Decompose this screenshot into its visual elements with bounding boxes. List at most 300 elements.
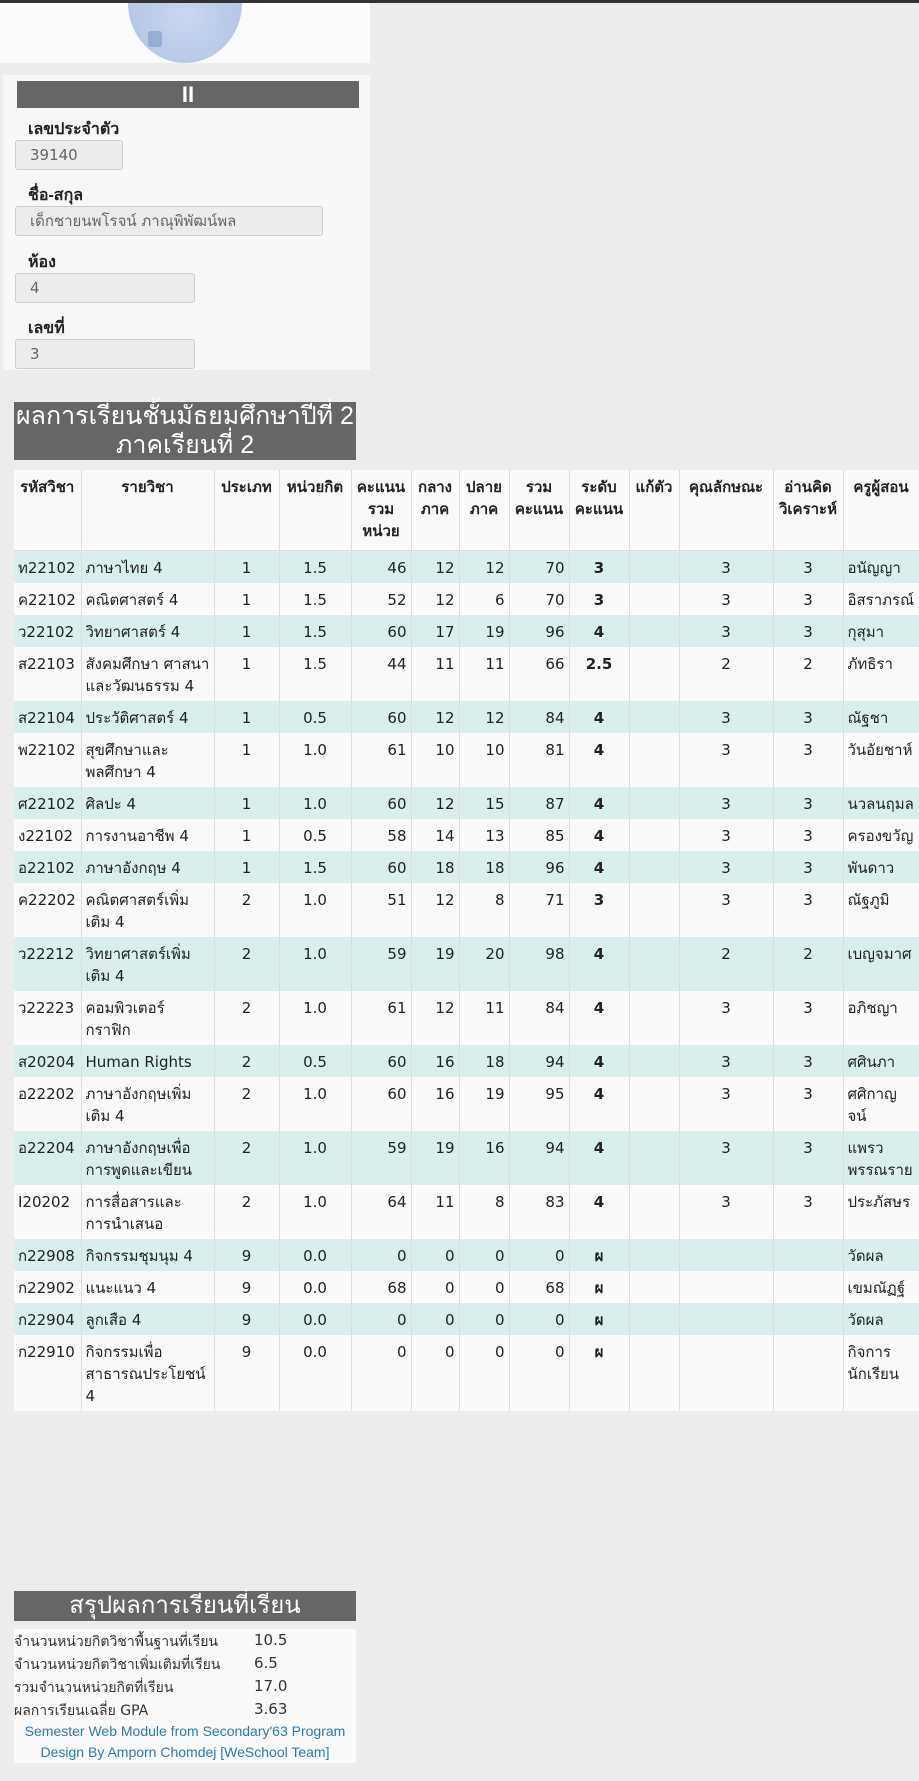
cell-character: 3 [679, 819, 773, 851]
cell-teacher: ภัทธิรา [843, 647, 919, 701]
cell-subject: ภาษาไทย 4 [81, 550, 214, 583]
col-reading: อ่านคิดวิเคราะห์ [773, 470, 843, 550]
cell-teacher: ครองขวัญ [843, 819, 919, 851]
cell-midterm: 0 [411, 1303, 459, 1335]
cell-midterm: 0 [411, 1239, 459, 1271]
cell-type: 9 [214, 1271, 279, 1303]
cell-grade: 4 [569, 787, 629, 819]
extra-credits-label: จำนวนหน่วยกิตวิชาเพิ่มเติมที่เรียน [14, 1657, 221, 1673]
cell-subject: แนะแนว 4 [81, 1271, 214, 1303]
cell-final: 8 [459, 1185, 509, 1239]
cell-final: 10 [459, 733, 509, 787]
cell-unit-score: 44 [351, 647, 411, 701]
cell-total: 85 [509, 819, 569, 851]
cell-type: 9 [214, 1335, 279, 1411]
number-field[interactable]: 3 [15, 339, 195, 369]
cell-total: 0 [509, 1239, 569, 1271]
cell-teacher: นวลนฤมล [843, 787, 919, 819]
cell-total: 71 [509, 883, 569, 937]
grades-header-row [14, 470, 919, 550]
col-fix: แก้ตัว [629, 470, 679, 550]
student-id-field[interactable]: 39140 [15, 140, 123, 170]
cell-code: ว22102 [14, 615, 81, 647]
cell-credit: 0.0 [279, 1303, 351, 1335]
table-row [14, 701, 919, 733]
cell-grade: 4 [569, 1045, 629, 1077]
cell-subject: ภาษาอังกฤษเพิ่มเติม 4 [81, 1077, 214, 1131]
table-row [14, 1239, 919, 1271]
cell-character [679, 1303, 773, 1335]
cell-midterm: 14 [411, 819, 459, 851]
cell-character: 3 [679, 1185, 773, 1239]
cell-code: I20202 [14, 1185, 81, 1239]
cell-character: 3 [679, 615, 773, 647]
cell-unit-score: 60 [351, 615, 411, 647]
grades-body [14, 550, 919, 1411]
cell-midterm: 12 [411, 883, 459, 937]
cell-subject: การสื่อสารและการนำเสนอ [81, 1185, 214, 1239]
cell-fix [629, 1045, 679, 1077]
cell-reading [773, 1303, 843, 1335]
room-field[interactable]: 4 [15, 273, 195, 303]
cell-reading [773, 1239, 843, 1271]
school-logo-icon [148, 31, 162, 47]
cell-reading: 2 [773, 647, 843, 701]
cell-total: 70 [509, 583, 569, 615]
cell-reading: 3 [773, 991, 843, 1045]
cell-grade: 4 [569, 733, 629, 787]
cell-fix [629, 733, 679, 787]
cell-final: 0 [459, 1271, 509, 1303]
total-credits-label: รวมจำนวนหน่วยกิตที่เรียน [14, 1680, 174, 1696]
cell-type: 2 [214, 991, 279, 1045]
cell-type: 1 [214, 787, 279, 819]
cell-total: 70 [509, 550, 569, 583]
cell-fix [629, 819, 679, 851]
cell-fix [629, 1271, 679, 1303]
cell-midterm: 0 [411, 1271, 459, 1303]
cell-type: 1 [214, 701, 279, 733]
cell-credit: 1.0 [279, 937, 351, 991]
basic-credits-value: 10.5 [254, 1631, 288, 1649]
cell-midterm: 18 [411, 851, 459, 883]
table-row [14, 937, 919, 991]
cell-type: 9 [214, 1303, 279, 1335]
cell-code: ค22102 [14, 583, 81, 615]
cell-character: 3 [679, 733, 773, 787]
cell-final: 11 [459, 647, 509, 701]
number-label: เลขที่ [28, 320, 65, 337]
cell-total: 95 [509, 1077, 569, 1131]
cell-credit: 0.5 [279, 701, 351, 733]
cell-teacher: กุสุมา [843, 615, 919, 647]
cell-code: พ22102 [14, 733, 81, 787]
footer-design-link[interactable]: Design By Amporn Chomdej [WeSchool Team] [40, 1744, 330, 1760]
table-row [14, 991, 919, 1045]
summary-card [14, 1629, 356, 1763]
cell-teacher: วัดผล [843, 1303, 919, 1335]
cell-final: 12 [459, 701, 509, 733]
cell-final: 12 [459, 550, 509, 583]
cell-reading: 3 [773, 787, 843, 819]
cell-teacher: เขมณัฏฐ์ [843, 1271, 919, 1303]
cell-fix [629, 1185, 679, 1239]
cell-code: อ22204 [14, 1131, 81, 1185]
cell-fix [629, 1303, 679, 1335]
cell-type: 2 [214, 1185, 279, 1239]
cell-unit-score: 0 [351, 1239, 411, 1271]
cell-fix [629, 647, 679, 701]
cell-grade: 3 [569, 583, 629, 615]
cell-grade: 3 [569, 883, 629, 937]
cell-unit-score: 60 [351, 1077, 411, 1131]
cell-fix [629, 1077, 679, 1131]
cell-fix [629, 701, 679, 733]
cell-reading: 2 [773, 937, 843, 991]
cell-character [679, 1271, 773, 1303]
cell-total: 68 [509, 1271, 569, 1303]
student-info-card [3, 75, 370, 370]
table-row [14, 1131, 919, 1185]
cell-midterm: 19 [411, 937, 459, 991]
col-credit: หน่วยกิต [279, 470, 351, 550]
cell-character: 3 [679, 1045, 773, 1077]
cell-code: ศ22102 [14, 787, 81, 819]
table-row [14, 883, 919, 937]
cell-fix [629, 851, 679, 883]
gpa-label: ผลการเรียนเฉลี่ย GPA [14, 1703, 149, 1719]
table-row [14, 787, 919, 819]
table-row [14, 1045, 919, 1077]
student-name-field[interactable]: เด็กชายนพโรจน์ ภาณุพิพัฒน์พล [15, 206, 323, 236]
cell-midterm: 12 [411, 991, 459, 1045]
cell-credit: 1.0 [279, 991, 351, 1045]
table-row [14, 1185, 919, 1239]
cell-type: 2 [214, 1131, 279, 1185]
cell-unit-score: 61 [351, 733, 411, 787]
cell-fix [629, 615, 679, 647]
cell-final: 19 [459, 615, 509, 647]
cell-code: ส22103 [14, 647, 81, 701]
cell-subject: กิจกรรมเพื่อสาธารณประโยชน์ 4 [81, 1335, 214, 1411]
table-row [14, 583, 919, 615]
cell-grade: ผ [569, 1239, 629, 1271]
cell-subject: กิจกรรมชุมนุม 4 [81, 1239, 214, 1271]
table-row [14, 851, 919, 883]
cell-character: 3 [679, 1077, 773, 1131]
cell-credit: 1.0 [279, 733, 351, 787]
cell-credit: 0.0 [279, 1271, 351, 1303]
cell-teacher: อนัญญา [843, 550, 919, 583]
cell-unit-score: 68 [351, 1271, 411, 1303]
cell-subject: ศิลปะ 4 [81, 787, 214, 819]
col-final: ปลายภาค [459, 470, 509, 550]
cell-subject: ภาษาอังกฤษเพื่อการพูดและเขียน [81, 1131, 214, 1185]
cell-character: 2 [679, 647, 773, 701]
cell-total: 94 [509, 1131, 569, 1185]
cell-midterm: 17 [411, 615, 459, 647]
cell-character: 3 [679, 787, 773, 819]
cell-teacher: เบญจมาศ [843, 937, 919, 991]
cell-reading [773, 1271, 843, 1303]
cell-final: 0 [459, 1335, 509, 1411]
cell-midterm: 12 [411, 550, 459, 583]
cell-code: ส22104 [14, 701, 81, 733]
cell-character: 3 [679, 991, 773, 1045]
cell-midterm: 19 [411, 1131, 459, 1185]
cell-midterm: 12 [411, 701, 459, 733]
cell-reading: 3 [773, 1045, 843, 1077]
cell-type: 1 [214, 851, 279, 883]
cell-reading: 3 [773, 550, 843, 583]
cell-total: 81 [509, 733, 569, 787]
cell-character: 3 [679, 883, 773, 937]
cell-final: 11 [459, 991, 509, 1045]
cell-code: ก22908 [14, 1239, 81, 1271]
cell-fix [629, 937, 679, 991]
cell-reading: 3 [773, 1131, 843, 1185]
cell-code: อ22102 [14, 851, 81, 883]
cell-teacher: วันอัยชาห์ [843, 733, 919, 787]
cell-reading [773, 1335, 843, 1411]
cell-fix [629, 1335, 679, 1411]
cell-unit-score: 60 [351, 787, 411, 819]
cell-grade: 2.5 [569, 647, 629, 701]
cell-type: 1 [214, 733, 279, 787]
cell-final: 20 [459, 937, 509, 991]
table-row [14, 647, 919, 701]
cell-subject: คณิตศาสตร์ 4 [81, 583, 214, 615]
cell-subject: คณิตศาสตร์เพิ่มเติม 4 [81, 883, 214, 937]
student-name-label: ชื่อ-สกุล [28, 187, 84, 204]
col-teacher: ครูผู้สอน [843, 470, 919, 550]
basic-credits-label: จำนวนหน่วยกิตวิชาพื้นฐานที่เรียน [14, 1634, 218, 1650]
cell-subject: วิทยาศาสตร์เพิ่มเติม 4 [81, 937, 214, 991]
cell-type: 1 [214, 583, 279, 615]
cell-subject: การงานอาชีพ 4 [81, 819, 214, 851]
cell-total: 84 [509, 701, 569, 733]
table-row [14, 1271, 919, 1303]
cell-credit: 1.5 [279, 851, 351, 883]
cell-character: 3 [679, 851, 773, 883]
table-row [14, 615, 919, 647]
col-code: รหัสวิชา [14, 470, 81, 550]
cell-type: 2 [214, 1045, 279, 1077]
grades-title: ผลการเรียนชั้นมัธยมศึกษาปีที่ 2 ภาคเรียนที่ 2 [14, 402, 356, 460]
cell-midterm: 12 [411, 787, 459, 819]
summary-title: สรุปผลการเรียนที่เรียน [14, 1591, 356, 1621]
cell-grade: 4 [569, 1131, 629, 1185]
cell-subject: ภาษาอังกฤษ 4 [81, 851, 214, 883]
cell-character [679, 1335, 773, 1411]
cell-midterm: 11 [411, 1185, 459, 1239]
cell-grade: 4 [569, 1185, 629, 1239]
cell-reading: 3 [773, 733, 843, 787]
cell-type: 2 [214, 937, 279, 991]
cell-midterm: 0 [411, 1335, 459, 1411]
col-character: คุณลักษณะ [679, 470, 773, 550]
cell-character: 3 [679, 701, 773, 733]
cell-unit-score: 52 [351, 583, 411, 615]
cell-grade: 4 [569, 1077, 629, 1131]
student-id-label: เลขประจำตัว [28, 121, 120, 138]
cell-reading: 3 [773, 1077, 843, 1131]
cell-credit: 1.0 [279, 1185, 351, 1239]
cell-unit-score: 0 [351, 1303, 411, 1335]
cell-type: 2 [214, 883, 279, 937]
cell-subject: วิทยาศาสตร์ 4 [81, 615, 214, 647]
cell-subject: สังคมศึกษา ศาสนาและวัฒนธรรม 4 [81, 647, 214, 701]
cell-unit-score: 59 [351, 1131, 411, 1185]
cell-final: 6 [459, 583, 509, 615]
cell-final: 15 [459, 787, 509, 819]
cell-character [679, 1239, 773, 1271]
table-row [14, 1077, 919, 1131]
cell-code: ว22212 [14, 937, 81, 991]
table-row [14, 1335, 919, 1411]
cell-type: 1 [214, 615, 279, 647]
cell-total: 96 [509, 615, 569, 647]
cell-teacher: ณัฐชา [843, 701, 919, 733]
cell-credit: 0.5 [279, 1045, 351, 1077]
table-row [14, 819, 919, 851]
cell-fix [629, 550, 679, 583]
cell-fix [629, 583, 679, 615]
cell-credit: 1.5 [279, 647, 351, 701]
cell-reading: 3 [773, 819, 843, 851]
cell-teacher: กิจการนักเรียน [843, 1335, 919, 1411]
cell-unit-score: 51 [351, 883, 411, 937]
cell-reading: 3 [773, 701, 843, 733]
cell-type: 1 [214, 647, 279, 701]
cell-unit-score: 61 [351, 991, 411, 1045]
cell-unit-score: 0 [351, 1335, 411, 1411]
cell-credit: 0.0 [279, 1335, 351, 1411]
room-label: ห้อง [28, 254, 56, 271]
cell-subject: Human Rights [81, 1045, 214, 1077]
cell-unit-score: 64 [351, 1185, 411, 1239]
table-row [14, 1303, 919, 1335]
cell-grade: 4 [569, 991, 629, 1045]
table-row [14, 733, 919, 787]
cell-unit-score: 59 [351, 937, 411, 991]
cell-total: 94 [509, 1045, 569, 1077]
cell-final: 18 [459, 851, 509, 883]
cell-total: 87 [509, 787, 569, 819]
info-header: II [17, 81, 359, 108]
cell-character: 3 [679, 550, 773, 583]
cell-grade: 4 [569, 819, 629, 851]
table-row [14, 550, 919, 583]
col-subject: รายวิชา [81, 470, 214, 550]
cell-grade: ผ [569, 1335, 629, 1411]
cell-midterm: 12 [411, 583, 459, 615]
cell-code: ว22223 [14, 991, 81, 1045]
total-credits-value: 17.0 [254, 1677, 288, 1695]
cell-unit-score: 60 [351, 701, 411, 733]
cell-final: 0 [459, 1239, 509, 1271]
cell-subject: คอมพิวเตอร์กราฟิก [81, 991, 214, 1045]
col-grade: ระดับคะแนน [569, 470, 629, 550]
cell-final: 8 [459, 883, 509, 937]
cell-code: ง22102 [14, 819, 81, 851]
cell-credit: 1.0 [279, 883, 351, 937]
cell-type: 1 [214, 819, 279, 851]
cell-total: 98 [509, 937, 569, 991]
cell-final: 18 [459, 1045, 509, 1077]
cell-code: ก22910 [14, 1335, 81, 1411]
cell-total: 0 [509, 1335, 569, 1411]
cell-teacher: แพรวพรรณราย [843, 1131, 919, 1185]
cell-subject: ประวัติศาสตร์ 4 [81, 701, 214, 733]
cell-code: ส20204 [14, 1045, 81, 1077]
cell-code: ก22902 [14, 1271, 81, 1303]
col-type: ประเภท [214, 470, 279, 550]
cell-type: 9 [214, 1239, 279, 1271]
cell-grade: ผ [569, 1271, 629, 1303]
cell-fix [629, 787, 679, 819]
cell-fix [629, 883, 679, 937]
extra-credits-value: 6.5 [254, 1654, 278, 1672]
cell-teacher: ศศิกาญจน์ [843, 1077, 919, 1131]
gpa-value: 3.63 [254, 1700, 288, 1718]
cell-type: 2 [214, 1077, 279, 1131]
grades-table [14, 470, 919, 1411]
cell-credit: 0.5 [279, 819, 351, 851]
cell-total: 66 [509, 647, 569, 701]
cell-type: 1 [214, 550, 279, 583]
cell-teacher: ประภัสษร [843, 1185, 919, 1239]
col-midterm: กลางภาค [411, 470, 459, 550]
cell-total: 96 [509, 851, 569, 883]
cell-teacher: อิสราภรณ์ [843, 583, 919, 615]
cell-fix [629, 991, 679, 1045]
cell-total: 83 [509, 1185, 569, 1239]
cell-reading: 3 [773, 851, 843, 883]
cell-grade: 3 [569, 550, 629, 583]
cell-midterm: 11 [411, 647, 459, 701]
cell-reading: 3 [773, 615, 843, 647]
cell-final: 19 [459, 1077, 509, 1131]
cell-credit: 1.5 [279, 615, 351, 647]
cell-midterm: 16 [411, 1077, 459, 1131]
cell-unit-score: 46 [351, 550, 411, 583]
cell-teacher: พันดาว [843, 851, 919, 883]
student-photo [128, 3, 242, 63]
cell-reading: 3 [773, 583, 843, 615]
cell-teacher: อภิชญา [843, 991, 919, 1045]
cell-credit: 0.0 [279, 1239, 351, 1271]
footer-program-link[interactable]: Semester Web Module from Secondary'63 Program [24, 1723, 346, 1739]
cell-subject: ลูกเสือ 4 [81, 1303, 214, 1335]
cell-code: ค22202 [14, 883, 81, 937]
cell-final: 13 [459, 819, 509, 851]
cell-teacher: ณัฐภูมิ [843, 883, 919, 937]
cell-credit: 1.0 [279, 1077, 351, 1131]
cell-subject: สุขศึกษาและพลศึกษา 4 [81, 733, 214, 787]
cell-unit-score: 60 [351, 1045, 411, 1077]
cell-midterm: 16 [411, 1045, 459, 1077]
cell-teacher: วัดผล [843, 1239, 919, 1271]
cell-midterm: 10 [411, 733, 459, 787]
cell-code: อ22202 [14, 1077, 81, 1131]
cell-total: 0 [509, 1303, 569, 1335]
student-photo-card [0, 3, 370, 63]
cell-grade: ผ [569, 1303, 629, 1335]
cell-final: 16 [459, 1131, 509, 1185]
cell-credit: 1.0 [279, 787, 351, 819]
cell-grade: 4 [569, 615, 629, 647]
